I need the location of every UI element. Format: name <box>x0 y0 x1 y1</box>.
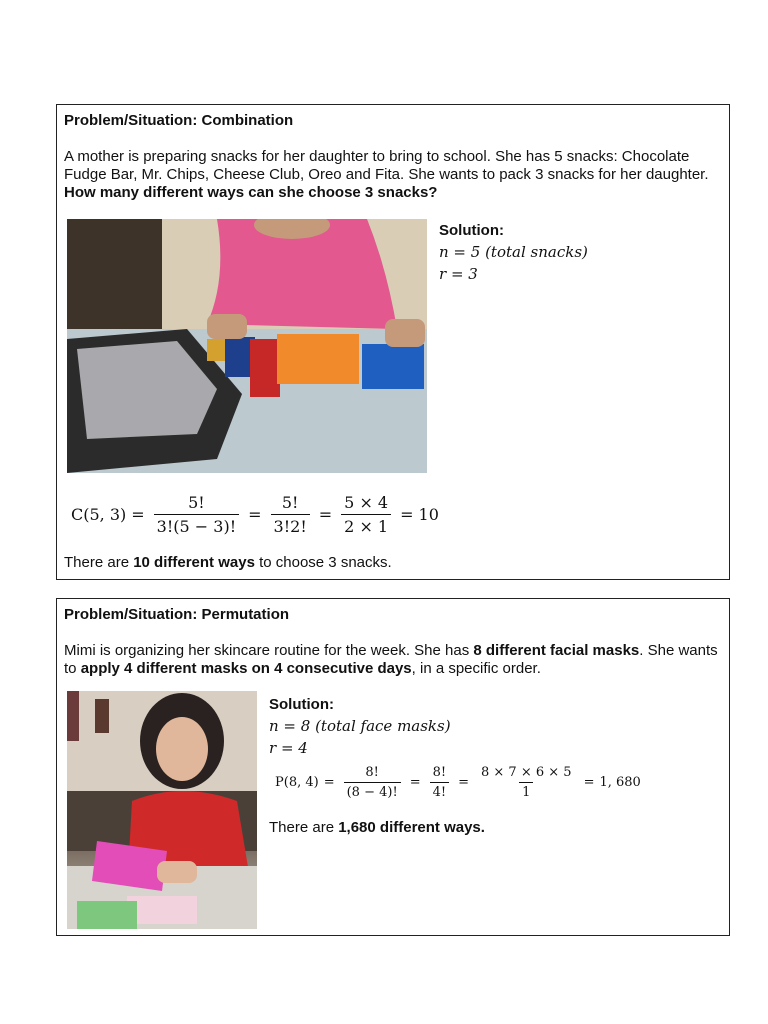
combination-solution <box>439 221 719 285</box>
fraction-denominator: 3!(5 − 3)! <box>154 514 239 536</box>
formula-fraction-2 <box>430 765 450 800</box>
formula-equals: = <box>248 505 262 524</box>
fraction-denominator: 2 × 1 <box>341 514 391 536</box>
combination-solution-label: Solution: <box>439 222 504 239</box>
formula-equals: = <box>458 775 469 790</box>
fraction-denominator: 3!2! <box>271 514 310 536</box>
combination-formula <box>71 493 439 536</box>
formula-equals: = <box>583 775 595 790</box>
formula-lhs: C(5, 3) <box>71 505 127 524</box>
problem-highlight-1: 8 different facial masks <box>473 642 640 659</box>
fraction-numerator: 5! <box>188 493 205 512</box>
fraction-numerator: 8 × 7 × 6 × 5 <box>481 765 572 780</box>
permutation-solution <box>269 695 709 759</box>
permutation-n-line: n = 8 (total face masks) <box>269 717 451 735</box>
fraction-denominator: 4! <box>430 782 450 800</box>
combination-r-line: r = 3 <box>439 265 478 283</box>
combination-problem <box>64 148 722 202</box>
answer-prefix: There are <box>269 819 339 836</box>
answer-prefix: There are <box>64 554 134 571</box>
formula-fraction-3 <box>478 765 575 800</box>
fraction-denominator: 1 <box>519 782 533 800</box>
snacks-photo-illustration <box>67 219 427 473</box>
formula-result: 1, 680 <box>599 775 641 790</box>
combination-heading: Problem/Situation: Combination <box>64 112 294 129</box>
snacks-photo <box>67 219 427 473</box>
problem-highlight-2: apply 4 different masks on 4 consecutive days <box>80 660 412 677</box>
combination-question: How many different ways can she choose 3 snacks? <box>64 184 438 201</box>
formula-equals: = <box>409 775 421 790</box>
problem-suffix: , in a specific order. <box>411 660 541 677</box>
fraction-denominator: (8 − 4)! <box>344 782 401 800</box>
formula-fraction-2 <box>271 493 310 536</box>
permutation-r-line: r = 4 <box>269 739 308 757</box>
formula-lhs: P(8, 4) <box>275 775 319 790</box>
permutation-formula <box>275 765 641 800</box>
formula-equals: = <box>131 505 145 524</box>
combination-problem-text: A mother is preparing snacks for her daughter to bring to school. She has 5 snacks: Chocolate Fudge Bar, Mr. Chips, Cheese Club, Oreo and Fita. She wants to pack 3 snacks for her daughter. <box>64 148 709 183</box>
combination-section <box>56 104 730 580</box>
permutation-section <box>56 598 730 936</box>
answer-highlight: 1,680 different ways. <box>338 819 485 836</box>
answer-highlight: 10 different ways <box>133 554 255 571</box>
masks-photo-illustration <box>67 691 257 929</box>
fraction-numerator: 5 × 4 <box>344 493 389 512</box>
formula-fraction-1 <box>154 493 239 536</box>
permutation-heading: Problem/Situation: Permutation <box>64 606 290 623</box>
answer-suffix: to choose 3 snacks. <box>254 554 392 571</box>
formula-equals: = <box>400 505 414 524</box>
combination-n-line: n = 5 (total snacks) <box>439 243 588 261</box>
permutation-solution-label: Solution: <box>269 696 334 713</box>
fraction-numerator: 8! <box>365 765 379 780</box>
permutation-answer <box>269 819 485 837</box>
formula-fraction-1 <box>344 765 401 800</box>
problem-middle: . She wants to <box>64 642 718 677</box>
fraction-numerator: 5! <box>281 493 299 512</box>
fraction-numerator: 8! <box>432 765 447 780</box>
combination-answer <box>64 554 392 572</box>
permutation-problem <box>64 642 722 678</box>
formula-result: 10 <box>418 505 439 524</box>
problem-prefix: Mimi is organizing her skincare routine for the week. She has <box>64 642 474 659</box>
formula-fraction-3 <box>341 493 391 536</box>
formula-equals: = <box>318 505 333 524</box>
masks-photo <box>67 691 257 929</box>
formula-equals: = <box>323 775 335 790</box>
